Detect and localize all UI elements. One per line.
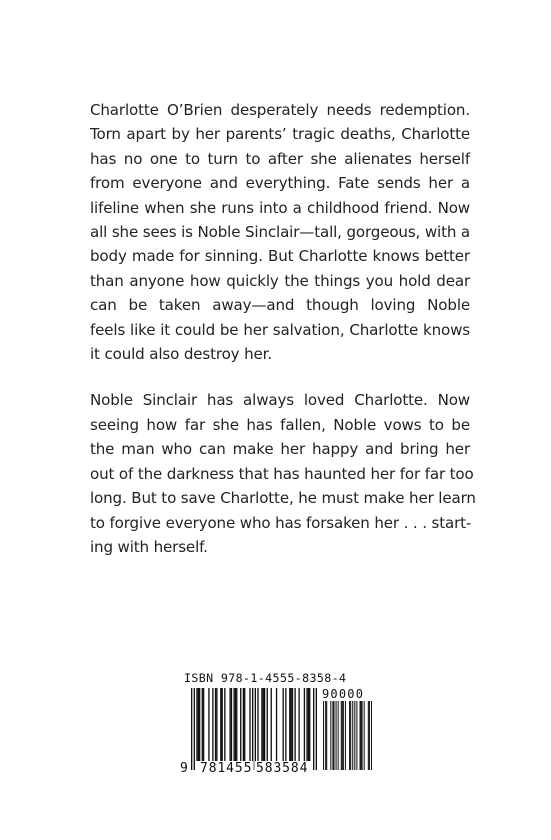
barcode-bar	[196, 688, 197, 761]
barcode-bar	[231, 688, 232, 761]
barcode-bar	[292, 688, 293, 761]
barcode-bar	[235, 688, 236, 761]
text-line: from everyone and everything. Fate sends her a	[90, 174, 470, 193]
text-line: the man who can make her happy and bring her	[90, 440, 470, 459]
barcode-bar	[364, 701, 365, 770]
barcode-bar	[309, 688, 310, 761]
barcode-bar	[261, 688, 262, 761]
barcode-bar	[216, 688, 217, 761]
text-line: out of the darkness that has haunted her for far too	[90, 464, 474, 483]
blurb-paragraph-2	[90, 388, 476, 559]
barcode-bar	[356, 701, 357, 770]
barcode-bar	[362, 701, 363, 770]
barcode-bar	[349, 701, 350, 770]
text-line: Torn apart by her parents’ tragic deaths, Charlotte	[90, 125, 470, 144]
barcode-first-digit: 9	[180, 761, 188, 776]
text-line: feels like it could be her salvation, Charlotte knows	[90, 320, 470, 339]
barcode-left-digits: 781455	[200, 761, 253, 776]
barcode-bar	[306, 688, 307, 761]
barcode-bar	[369, 701, 370, 770]
text-line: ing with herself.	[90, 537, 208, 556]
barcode-bar	[338, 701, 339, 770]
barcode-bar	[285, 688, 286, 761]
paragraph-gap	[90, 366, 470, 388]
barcode-bar	[316, 688, 317, 770]
text-line: can be taken away—and though loving Noble	[90, 296, 470, 315]
text-line: has no one to turn to after she alienates herself	[90, 149, 470, 168]
barcode-bar	[325, 701, 326, 770]
barcode-bar	[233, 688, 234, 761]
barcode-bar	[212, 688, 213, 761]
barcode-bar	[323, 701, 324, 770]
barcode-bar	[215, 688, 216, 761]
barcode-bar	[271, 688, 272, 761]
barcode-bar	[354, 701, 355, 770]
text-line: all she sees is Noble Sinclair—tall, gorgeous, with a	[90, 223, 471, 242]
price-code: 90000	[322, 687, 365, 701]
barcode-right-digits: 583584	[256, 761, 309, 776]
barcode-bar	[330, 701, 331, 770]
barcode-bar	[326, 701, 327, 770]
barcode-bar	[252, 688, 253, 770]
text-line: than anyone how quickly the things you hold dear	[90, 271, 470, 290]
barcode-bar	[283, 688, 284, 761]
barcode-bar	[229, 688, 230, 761]
isbn-label: ISBN 978-1-4555-8358-4	[184, 671, 347, 685]
barcode-bar	[352, 701, 353, 770]
barcode-bar	[249, 688, 250, 761]
barcode-bar	[294, 688, 295, 761]
text-line: long. But to save Charlotte, he must make her learn	[90, 489, 476, 508]
barcode-bar	[220, 688, 221, 761]
barcode-bar	[198, 688, 199, 761]
barcode-bar	[199, 688, 200, 761]
barcode-bar	[343, 701, 344, 770]
barcode-bar	[255, 688, 256, 770]
barcode-bar	[313, 688, 314, 770]
barcode-bar	[263, 688, 264, 761]
barcode-bar	[333, 701, 334, 770]
text-line: body made for sinning. But Charlotte knows better	[90, 247, 470, 266]
barcode-bar	[345, 701, 346, 770]
blurb-text	[90, 98, 476, 559]
barcode-bar	[360, 701, 361, 770]
barcode-bar	[361, 701, 362, 770]
barcode-bar	[341, 701, 342, 770]
text-line: lifeline when she runs into a childhood friend. Now	[90, 198, 470, 217]
barcode-bar	[208, 688, 209, 761]
barcode-bar	[202, 688, 203, 761]
barcode-bar	[203, 688, 204, 761]
barcode-bar	[332, 701, 333, 770]
barcode-bar	[368, 701, 369, 770]
barcode-bar	[298, 688, 299, 761]
barcode-bar	[243, 688, 244, 761]
text-line: seeing how far she has fallen, Noble vows to be	[90, 415, 470, 434]
barcode-bar	[194, 688, 195, 770]
blurb-paragraph-1	[90, 98, 470, 366]
isbn-barcode	[177, 670, 377, 782]
barcode-bar	[240, 688, 241, 761]
barcode-bar	[224, 688, 225, 761]
barcode-bar	[276, 688, 277, 761]
barcode-bar	[304, 688, 305, 761]
barcode-bar	[267, 688, 268, 761]
barcode-bar	[222, 688, 223, 761]
barcode-bar	[236, 688, 237, 761]
barcode-bar	[290, 688, 291, 761]
barcode-bar	[289, 688, 290, 761]
addon-barcode-bars	[322, 701, 372, 770]
barcode-bar	[350, 701, 351, 770]
ean-barcode-bars	[191, 688, 317, 770]
barcode-bar	[371, 701, 372, 770]
barcode-bar	[264, 688, 265, 761]
barcode-bar	[257, 688, 258, 761]
text-line: it could also destroy her.	[90, 345, 272, 364]
barcode-bar	[244, 688, 245, 761]
barcode-bar	[191, 688, 192, 770]
text-line: Noble Sinclair has always loved Charlotte. Now	[90, 391, 470, 410]
barcode-bar	[342, 701, 343, 770]
text-line: to forgive everyone who has forsaken her . . . start-	[90, 513, 472, 532]
barcode-bar	[308, 688, 309, 761]
text-line: Charlotte O’Brien desperately needs redemption.	[90, 101, 470, 119]
barcode-bar	[336, 701, 337, 770]
